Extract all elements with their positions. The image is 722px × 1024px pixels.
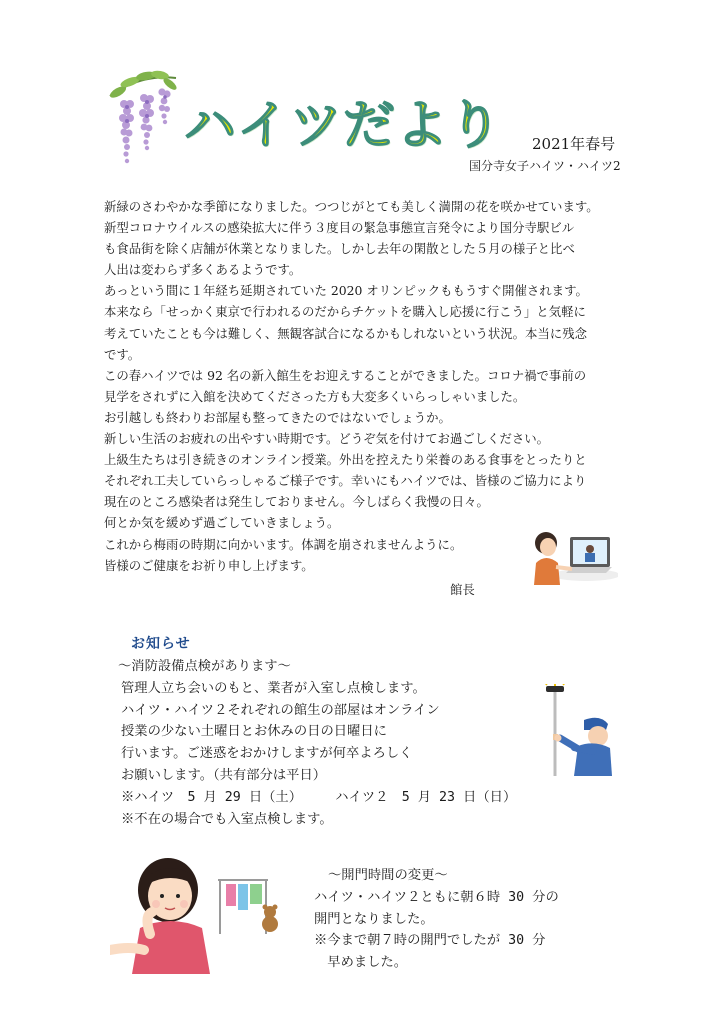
greeting-line: 現在のところ感染者は発生しておりません。今しばらく我慢の日々。 xyxy=(104,494,489,510)
gate-line: 早めました。 xyxy=(314,955,408,971)
greeting-line: 新しい生活のお疲れの出やすい時期です。どうぞ気を付けてお過ごしください。 xyxy=(104,431,550,447)
greeting-line: これから梅雨の時期に向かいます。体調を崩されませんように。 xyxy=(104,536,463,552)
greeting-line: それぞれ工夫していらっしゃるご様子です。幸いにもハイツでは、皆様のご協力により xyxy=(104,473,587,489)
greeting-line: この春ハイツでは 92 名の新入館生をお迎えすることができました。コロナ禍で事前の xyxy=(104,367,587,383)
greeting-line: 本来なら「せっかく東京で行われるのだからチケットを購入し応援に行こう」と気軽に xyxy=(104,304,586,320)
inspection-notice xyxy=(118,656,516,830)
greeting-line: 上級生たちは引き続きのオンライン授業。外出を控えたり栄養のある食事をとったりと xyxy=(104,452,587,468)
greeting-line: 皆様のご健康をお祈り申し上げます。 xyxy=(104,557,314,573)
greeting-line: 考えていたことも今は難しく、無観客試合になるかもしれないという状況。本当に残念 xyxy=(104,325,587,341)
inspection-line: ※不在の場合でも入室点検します。 xyxy=(121,811,333,827)
online-class-illustration xyxy=(526,523,618,589)
notice-title: お知らせ xyxy=(131,636,191,652)
inspection-line: 行います。ご迷惑をおかけしますが何卒よろしく xyxy=(121,746,413,762)
greeting-text xyxy=(104,196,664,576)
inspection-line: お願いします。（共有部分は平日） xyxy=(121,767,327,783)
publisher-label: 国分寺女子ハイツ・ハイツ2 xyxy=(469,159,621,173)
gate-line: ハイツ・ハイツ２ともに朝６時 30 分の xyxy=(314,889,559,905)
signature: 館長 xyxy=(450,582,475,597)
greeting-line: 何とか気を緩めず過ごしていきましょう。 xyxy=(104,515,340,531)
wisteria-icon xyxy=(100,66,180,178)
greeting-line: 見学をされずに入館を決めてくださった方も大変多くいらっしゃいました。 xyxy=(104,388,526,404)
gate-line: ※今まで朝７時の開門でしたが 30 分 xyxy=(314,933,546,949)
issue-label: 2021年春号 xyxy=(532,135,616,153)
gate-line: 開門となりました。 xyxy=(314,911,434,927)
greeting-line: も食品街を除く店舗が休業となりました。しかし去年の閑散とした５月の様子と比べ xyxy=(104,241,575,257)
gate-notice xyxy=(314,865,559,974)
gate-heading: ～開門時間の変更～ xyxy=(328,868,448,883)
greeting-line: あっという間に１年経ち延期されていた 2020 オリンピックももうすぐ開催されます。 xyxy=(104,283,588,299)
greeting-line: お引越しも終わりお部屋も整ってきたのではないでしょうか。 xyxy=(104,409,451,425)
inspection-line: 授業の少ない土曜日とお休みの日の日曜日に xyxy=(121,724,387,740)
greeting-line: です。 xyxy=(104,346,141,362)
inspection-heading: ～消防設備点検があります～ xyxy=(118,659,291,674)
inspection-line: ハイツ・ハイツ２それぞれの館生の部屋はオンライン xyxy=(121,702,440,718)
inspection-line: 管理人立ち会いのもと、業者が入室し点検します。 xyxy=(121,680,426,696)
newsletter-title: ハイツだより xyxy=(184,96,503,156)
inspection-schedule: ※ハイツ 5 月 29 日（土） ハイツ２ 5 月 23 日（日） xyxy=(121,789,517,805)
greeting-line: 新緑のさわやかな季節になりました。つつじがとても美しく満開の花を咲かせています。 xyxy=(104,199,599,214)
greeting-line: 新型コロナウイルスの感染拡大に伴う３度目の緊急事態宣言発令により国分寺駅ビル xyxy=(104,220,575,236)
greeting-line: 人出は変わらず多くあるようです。 xyxy=(104,262,302,278)
inspector-illustration xyxy=(544,684,616,782)
woman-stretching-illustration xyxy=(110,854,290,974)
